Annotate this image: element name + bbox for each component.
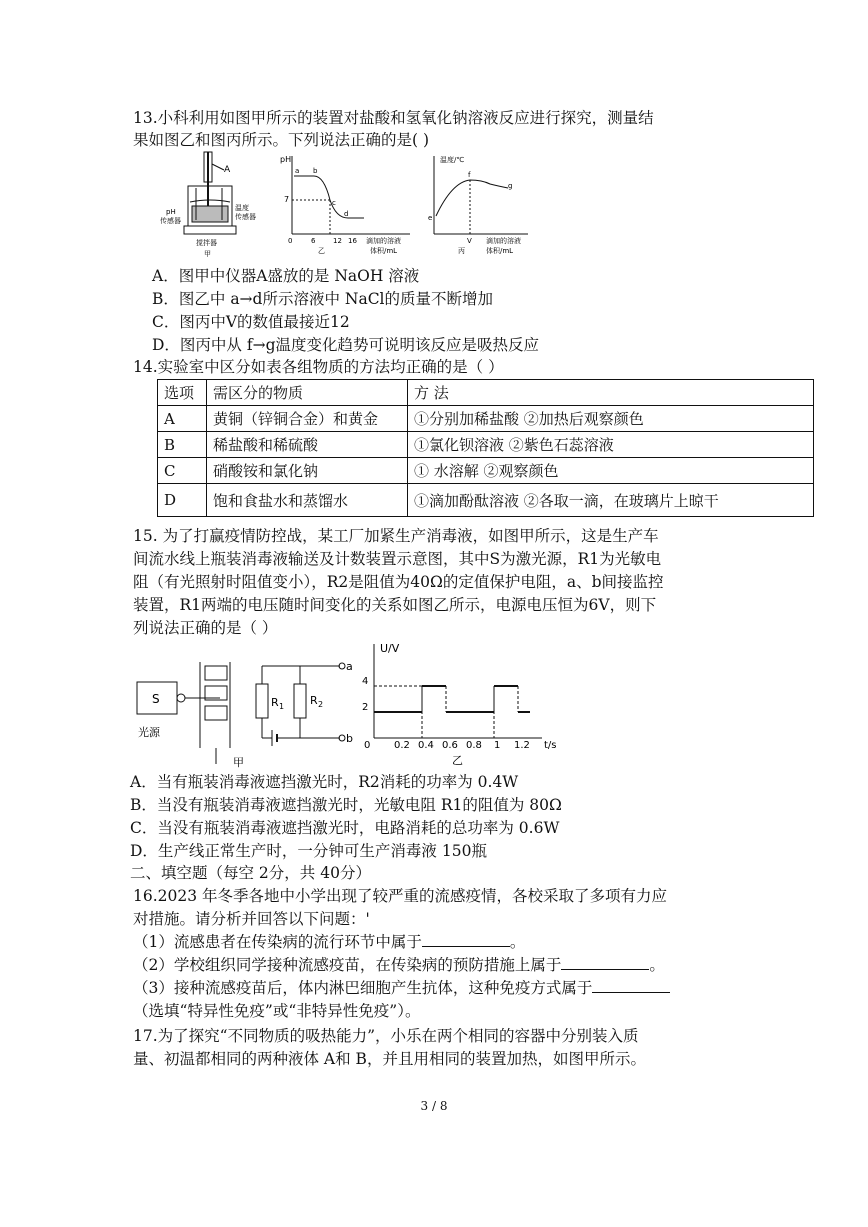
q15-voltage-graph	[362, 638, 562, 768]
q17-stem-line2: 量、初温都相同的两种液体 A和 B，并且用相同的装置加热，如图甲所示。	[133, 1050, 646, 1068]
label-stir: 搅拌器	[196, 239, 217, 247]
bing-xlabel: 滴加的溶液	[486, 237, 521, 245]
ugraph-ylabel: U/V	[380, 642, 400, 655]
q16-stem-line2: 对措施。请分析并回答以下问题：'	[133, 910, 370, 928]
q15-stem-line2: 间流水线上瓶装消毒液输送及计数装置示意图，其中S为激光源，R1为光敏电	[133, 550, 662, 568]
row-a-option: A	[158, 406, 207, 432]
q13-figure-bing	[424, 150, 534, 260]
yi-tick-0: 0	[288, 237, 293, 245]
q13-stem-line1: 13.小科利用如图甲所示的装置对盐酸和氢氧化钠溶液反应进行探究，测量结	[133, 109, 654, 127]
bing-point-e: e	[428, 214, 433, 222]
circuit-r2-sub: 2	[318, 700, 324, 709]
table-row	[158, 432, 814, 458]
q16-part3-hint: （选填“特异性免疫”或“非特异性免疫”）。	[133, 1002, 421, 1020]
q15-stem-line4: 装置，R1两端的电压随时间变化的关系如图乙所示，电源电压恒为6V，则下	[133, 596, 657, 614]
q15-option-d: D．生产线正常生产时，一分钟可生产消毒液 150瓶	[130, 842, 487, 860]
q13-option-c: C．图丙中V的数值最接近12	[152, 313, 350, 331]
q13-option-d: D．图丙中从 f→g温度变化趋势可说明该反应是吸热反应	[152, 336, 540, 354]
row-a-method: ①分别加稀盐酸 ②加热后观察颜色	[408, 406, 814, 432]
yi-point-b: b	[313, 167, 318, 175]
q16-part2	[133, 954, 665, 976]
circuit-r2-label: R	[310, 694, 318, 707]
ugraph-xtick: 0.4	[418, 740, 434, 751]
yi-caption: 乙	[318, 247, 325, 255]
table-row	[158, 406, 814, 432]
bing-tick-v: V	[467, 237, 472, 245]
ugraph-xtick: 1.2	[514, 740, 530, 751]
yi-ylabel: pH	[280, 155, 292, 164]
label-temp2: 传感器	[235, 213, 256, 221]
header-option: 选项	[158, 380, 207, 406]
bing-ylabel: 温度/℃	[440, 156, 465, 164]
yi-tick-16: 16	[348, 237, 357, 245]
row-b-substances: 稀盐酸和稀硫酸	[207, 432, 408, 458]
q16-answer-blank-2[interactable]	[561, 955, 649, 970]
circuit-a-label: a	[346, 660, 353, 673]
q15-option-b: B．当没有瓶装消毒液遮挡激光时，光敏电阻 R1的阻值为 80Ω	[130, 796, 562, 814]
yi-y7: 7	[284, 195, 290, 204]
page-number: 3 / 8	[420, 1099, 448, 1113]
bing-point-f: f	[468, 171, 471, 179]
q16-answer-blank-3[interactable]	[592, 978, 670, 993]
caption-jia: 甲	[204, 250, 211, 258]
ugraph-origin: 0	[364, 740, 371, 751]
ugraph-xtick: 0.8	[466, 740, 482, 751]
q15-stem-line1: 15. 为了打赢疫情防控战，某工厂加紧生产消毒液，如图甲所示，这是生产车	[133, 527, 659, 545]
ugraph-xtick: 0.2	[394, 740, 410, 751]
q16-part2-text: （2）学校组织同学接种流感疫苗，在传染病的预防措施上属于	[133, 956, 562, 974]
bing-caption: 丙	[458, 247, 465, 255]
bing-xlabel2: 体积/mL	[486, 247, 514, 255]
table-row	[158, 458, 814, 484]
row-c-substances: 硝酸铵和氯化钠	[207, 458, 408, 484]
circuit-b-label: b	[346, 732, 353, 745]
q15-option-c: C．当没有瓶装消毒液遮挡激光时，电路消耗的总功率为 0.6W	[130, 819, 560, 837]
q15-stem-line5: 列说法正确的是（ ）	[133, 619, 278, 637]
row-b-option: B	[158, 432, 207, 458]
circuit-r1-sub: 1	[279, 702, 285, 711]
q15-stem-line3: 阻（有光照射时阻值变小），R2是阻值为40Ω的定值保护电阻，a、b间接监控	[133, 573, 664, 591]
yi-xlabel: 滴加的溶液	[366, 237, 401, 245]
q16-part1-end: 。	[509, 933, 526, 951]
label-ph2: 传感器	[160, 217, 181, 225]
q13-figure-jia	[160, 150, 260, 260]
ugraph-xtick: 1	[494, 740, 501, 751]
header-method: 方 法	[408, 380, 814, 406]
circuit-r1-label: R	[271, 696, 279, 709]
row-c-option: C	[158, 458, 207, 484]
q16-part2-end: 。	[649, 956, 665, 974]
ugraph-xlabel: t/s	[544, 740, 557, 751]
header-substances: 需区分的物质	[207, 380, 408, 406]
q16-part3	[133, 977, 670, 999]
table-header-row	[158, 380, 814, 406]
q13-option-b: B．图乙中 a→d所示溶液中 NaCl的质量不断增加	[152, 290, 494, 308]
label-a: A	[224, 165, 231, 175]
bing-point-g: g	[508, 182, 513, 190]
circuit-source-label: 光源	[138, 726, 160, 739]
circuit-s-label: S	[152, 692, 160, 706]
row-d-method: ①滴加酚酞溶液 ②各取一滴，在玻璃片上晾干	[408, 484, 814, 517]
row-d-substances: 饱和食盐水和蒸馏水	[207, 484, 408, 517]
circuit-caption: 甲	[233, 756, 244, 768]
q15-circuit-diagram	[130, 648, 360, 768]
q13-stem-line2: 果如图乙和图丙所示。下列说法正确的是( )	[133, 131, 430, 149]
q16-stem-line1: 16.2023 年冬季各地中小学出现了较严重的流感疫情，各校采取了多项有力应	[133, 887, 668, 905]
ugraph-caption: 乙	[452, 754, 463, 767]
table-row	[158, 484, 814, 517]
yi-tick-6: 6	[311, 237, 316, 245]
q16-part1-text: （1）流感患者在传染病的流行环节中属于	[133, 933, 422, 951]
q13-figure-yi	[278, 150, 413, 260]
row-d-option: D	[158, 484, 207, 517]
ugraph-xtick: 0.6	[442, 740, 458, 751]
q16-part3-text: （3）接种流感疫苗后，体内淋巴细胞产生抗体，这种免疫方式属于	[133, 979, 593, 997]
q15-option-a: A．当有瓶装消毒液遮挡激光时，R2消耗的功率为 0.4W	[130, 773, 519, 791]
yi-tick-12: 12	[333, 237, 342, 245]
section-heading: 二、填空题（每空 2分，共 40分）	[130, 864, 371, 882]
q14-table	[157, 379, 814, 517]
ugraph-ytick-2: 2	[362, 702, 369, 713]
row-a-substances: 黄铜（锌铜合金）和黄金	[207, 406, 408, 432]
yi-point-c: c	[332, 199, 336, 207]
q14-stem: 14.实验室中区分如表各组物质的方法均正确的是（ ）	[133, 358, 504, 376]
ugraph-ytick-4: 4	[362, 676, 369, 687]
yi-point-a: a	[295, 167, 300, 175]
q16-answer-blank-1[interactable]	[422, 932, 510, 947]
row-b-method: ①氯化钡溶液 ②紫色石蕊溶液	[408, 432, 814, 458]
yi-xlabel2: 体积/mL	[370, 247, 398, 255]
label-ph: pH	[166, 208, 176, 216]
q16-part1	[133, 931, 525, 953]
label-temp: 温度	[235, 204, 249, 212]
yi-point-d: d	[344, 210, 349, 218]
q13-option-a: A．图甲中仪器A盛放的是 NaOH 溶液	[152, 267, 420, 285]
row-c-method: ① 水溶解 ②观察颜色	[408, 458, 814, 484]
q17-stem-line1: 17.为了探究“不同物质的吸热能力”，小乐在两个相同的容器中分别装入质	[133, 1027, 639, 1045]
